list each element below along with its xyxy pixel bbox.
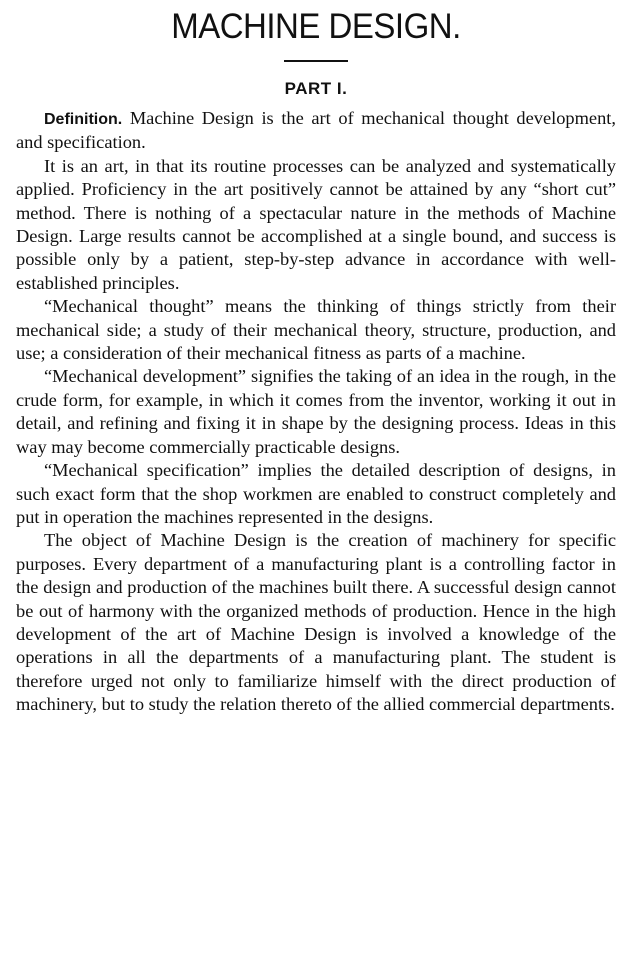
- part-heading: PART I.: [284, 79, 348, 98]
- paragraph-mechanical-development: “Mechanical development” signifies the taking of an idea in the rough, in the crude form, for example, in which it comes from the inventor, working it out in detail, and refining and fixing it in shape by the designing process. Ideas in this way may become commercially practicable designs.: [16, 366, 616, 457]
- paragraph-mechanical-thought: “Mechanical thought” means the thinking of things strictly from their mechanical side; a study of their mechanical theory, structure, production, and use; a consideration of their mechanical fitness as parts of a machine.: [16, 296, 616, 364]
- title-rule: [284, 60, 348, 62]
- paragraph-mechanical-specification: “Mechanical specification” implies the detailed description of designs, in such exact form that the shop workmen are enabled to construct completely and put in operation the machines represented in the designs.: [16, 460, 616, 527]
- definition-paragraph: [16, 107, 616, 155]
- definition-term: Definition.: [44, 111, 123, 128]
- body-text: [16, 107, 616, 717]
- page-title: MACHINE DESIGN.: [171, 5, 461, 46]
- paragraph-object: The object of Machine Design is the creation of machinery for specific purposes. Every department of a manufacturing plant is a controlling factor in the design and production of the machines built there. A successful design cannot be out of harmony with the organized methods of production. Hence in the high development of the art of Machine Design is involved a knowledge of the operations in all the departments of a manufacturing plant. The student is therefore urged not only to familiarize himself with the direct production of machinery, but to study the relation thereto of the allied commercial departments.: [16, 530, 616, 715]
- definition-text: Machine Design is the art of mechanical thought development, and specification.: [16, 108, 616, 153]
- paragraph-art: It is an art, in that its routine processes can be analyzed and systematically applied. Proficiency in the art positively cannot be attained by any “short cut” method. There is nothing of a spectacular nature in the methods of Machine Design. Large results cannot be accomplished at a single bound, and success is possible only by a patient, step-by-step advance in accordance with well-established principles.: [16, 155, 616, 293]
